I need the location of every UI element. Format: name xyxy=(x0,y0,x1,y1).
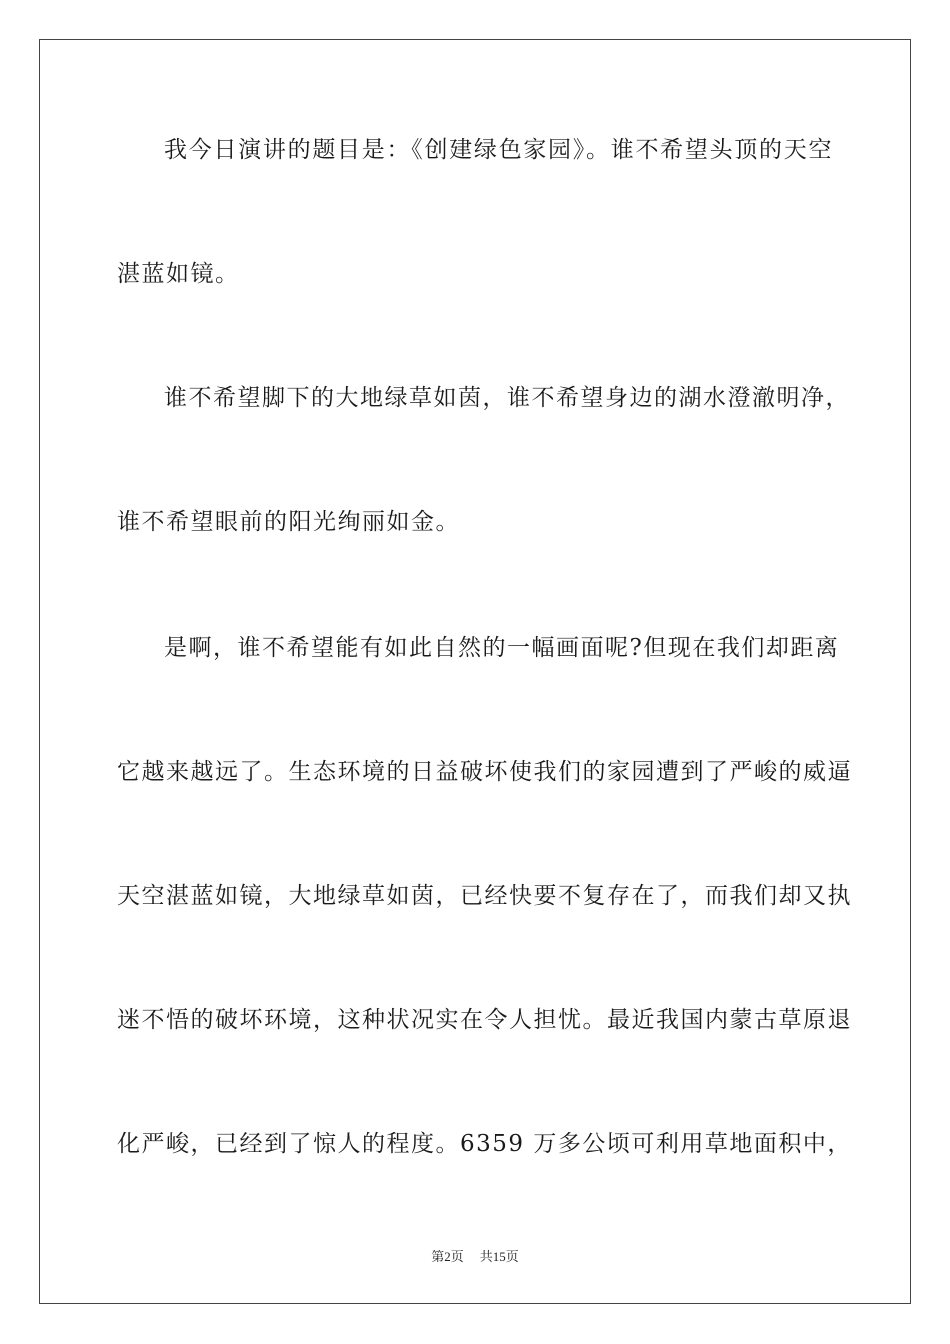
paragraph-line: 谁不希望眼前的阳光绚丽如金。 xyxy=(117,509,460,535)
paragraph-line: 化严峻，已经到了惊人的程度。6359 万多公顷可利用草地面积中， xyxy=(117,1131,852,1157)
paragraph-line: 它越来越远了。生态环境的日益破坏使我们的家园遭到了严峻的威逼 xyxy=(117,759,852,785)
page-footer xyxy=(0,1248,950,1266)
paragraph-line: 天空湛蓝如镜，大地绿草如茵，已经快要不复存在了，而我们却又执 xyxy=(117,883,852,909)
paragraph-line: 谁不希望脚下的大地绿草如茵，谁不希望身边的湖水澄澈明净， xyxy=(164,385,850,411)
paragraph-line: 迷不悟的破坏环境，这种状况实在令人担忧。最近我国内蒙古草原退 xyxy=(117,1007,852,1033)
paragraph-line: 是啊，谁不希望能有如此自然的一幅画面呢?但现在我们却距离 xyxy=(164,635,840,661)
paragraph-line: 湛蓝如镜。 xyxy=(117,261,240,287)
page-number: 第2页 xyxy=(431,1249,464,1264)
paragraph-line: 我今日演讲的题目是：《创建绿色家园》。谁不希望头顶的天空 xyxy=(164,137,833,163)
total-pages: 共15页 xyxy=(479,1249,519,1264)
page-border xyxy=(39,39,911,1304)
